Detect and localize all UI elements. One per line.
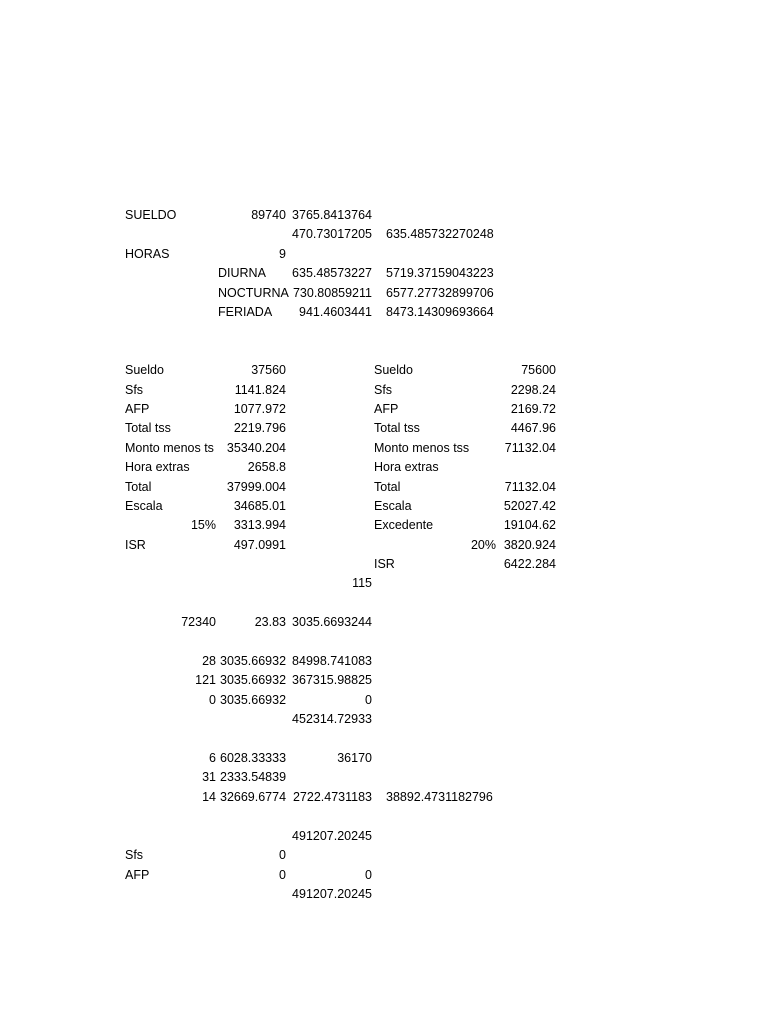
block5-r1-b: 6028.33333 bbox=[220, 751, 287, 765]
diurna-value-b: 5719.37159043223 bbox=[386, 266, 494, 280]
left-afp-label: AFP bbox=[125, 402, 150, 416]
right-isr-label: ISR bbox=[374, 557, 395, 571]
sueldo-label: SUELDO bbox=[125, 208, 177, 222]
right-escala-value: 52027.42 bbox=[503, 499, 556, 513]
left-pct-value: 3313.994 bbox=[233, 518, 286, 532]
right-afp-label: AFP bbox=[374, 402, 399, 416]
left-total-tss-value: 2219.796 bbox=[233, 421, 286, 435]
feriada-label: FERIADA bbox=[218, 305, 273, 319]
right-pct-value: 3820.924 bbox=[503, 538, 556, 552]
left-sfs-label: Sfs bbox=[125, 383, 144, 397]
feriada-value-b: 8473.14309693664 bbox=[386, 305, 494, 319]
left-sfs-value: 1141.824 bbox=[234, 383, 286, 397]
block5-r3-a: 14 bbox=[202, 790, 216, 804]
block6-total-bottom: 491207.20245 bbox=[292, 887, 372, 901]
block5-r3-b: 32669.6774 bbox=[220, 790, 287, 804]
right-excedente-value: 19104.62 bbox=[503, 518, 556, 532]
sueldo-value: 89740 bbox=[251, 208, 286, 222]
nocturna-value-b: 6577.27732899706 bbox=[386, 286, 494, 300]
right-total-label: Total bbox=[374, 480, 401, 494]
nocturna-label: NOCTURNA bbox=[218, 286, 289, 300]
right-sueldo-label: Sueldo bbox=[374, 363, 413, 377]
right-sueldo-value: 75600 bbox=[521, 363, 556, 377]
diurna-value-a: 635.48573227 bbox=[292, 266, 372, 280]
right-afp-value: 2169.72 bbox=[510, 402, 556, 416]
horas-label: HORAS bbox=[125, 247, 170, 261]
left-sueldo-label: Sueldo bbox=[125, 363, 164, 377]
right-escala-label: Escala bbox=[374, 499, 412, 513]
standalone-115: 115 bbox=[352, 576, 372, 590]
left-afp-value: 1077.972 bbox=[233, 402, 286, 416]
block4-r3-a: 0 bbox=[209, 693, 216, 707]
left-monto-value: 35340.204 bbox=[226, 441, 286, 455]
left-sueldo-value: 37560 bbox=[251, 363, 286, 377]
block5-r1-c: 36170 bbox=[337, 751, 372, 765]
block6-sfs-value: 0 bbox=[279, 848, 286, 862]
left-monto-label: Monto menos ts bbox=[125, 441, 214, 455]
block6-total-top: 491207.20245 bbox=[292, 829, 372, 843]
block3-c: 3035.6693244 bbox=[292, 615, 372, 629]
block5-r2-b: 2333.54839 bbox=[220, 770, 287, 784]
right-pct: 20% bbox=[470, 538, 496, 552]
block3-a: 72340 bbox=[181, 615, 216, 629]
left-hora-extras-label: Hora extras bbox=[125, 460, 190, 474]
right-total-tss-value: 4467.96 bbox=[510, 421, 556, 435]
nocturna-value-a: 730.80859211 bbox=[292, 286, 372, 300]
sueldo-calc: 3765.8413764 bbox=[292, 208, 372, 222]
left-escala-value: 34685.01 bbox=[233, 499, 286, 513]
block5-r3-c: 2722.4731183 bbox=[292, 790, 372, 804]
row2-value-a: 470.73017205 bbox=[292, 227, 372, 241]
block4-r2-c: 367315.98825 bbox=[292, 673, 372, 687]
right-hora-extras-label: Hora extras bbox=[374, 460, 439, 474]
right-excedente-label: Excedente bbox=[374, 518, 434, 532]
block6-afp-value: 0 bbox=[279, 868, 286, 882]
block4-r3-b: 3035.66932 bbox=[220, 693, 287, 707]
right-sfs-label: Sfs bbox=[374, 383, 393, 397]
left-total-value: 37999.004 bbox=[226, 480, 286, 494]
row2-value-b: 635.485732270248 bbox=[386, 227, 494, 241]
left-isr-label: ISR bbox=[125, 538, 146, 552]
block4-r1-a: 28 bbox=[202, 654, 216, 668]
block6-afp-label: AFP bbox=[125, 868, 150, 882]
block4-r2-a: 121 bbox=[195, 673, 216, 687]
right-total-tss-label: Total tss bbox=[374, 421, 420, 435]
block5-r1-a: 6 bbox=[209, 751, 216, 765]
diurna-label: DIURNA bbox=[218, 266, 266, 280]
block6-afp-value2: 0 bbox=[365, 868, 372, 882]
left-escala-label: Escala bbox=[125, 499, 163, 513]
block4-r2-b: 3035.66932 bbox=[220, 673, 287, 687]
left-hora-extras-value: 2658.8 bbox=[247, 460, 286, 474]
right-total-value: 71132.04 bbox=[504, 480, 556, 494]
block6-sfs-label: Sfs bbox=[125, 848, 144, 862]
block3-b: 23.83 bbox=[254, 615, 286, 629]
left-isr-value: 497.0991 bbox=[233, 538, 286, 552]
block5-r2-a: 31 bbox=[202, 770, 216, 784]
left-total-label: Total bbox=[125, 480, 152, 494]
block4-sum: 452314.72933 bbox=[292, 712, 372, 726]
right-isr-value: 6422.284 bbox=[503, 557, 556, 571]
block4-r1-c: 84998.741083 bbox=[292, 654, 372, 668]
left-pct: 15% bbox=[190, 518, 216, 532]
block4-r1-b: 3035.66932 bbox=[220, 654, 287, 668]
block5-r3-d: 38892.4731182796 bbox=[386, 790, 493, 804]
block4-r3-c: 0 bbox=[365, 693, 372, 707]
horas-value: 9 bbox=[279, 247, 286, 261]
feriada-value-a: 941.4603441 bbox=[299, 305, 372, 319]
right-monto-value: 71132.04 bbox=[504, 441, 556, 455]
left-total-tss-label: Total tss bbox=[125, 421, 171, 435]
right-monto-label: Monto menos tss bbox=[374, 441, 470, 455]
right-sfs-value: 2298.24 bbox=[510, 383, 556, 397]
